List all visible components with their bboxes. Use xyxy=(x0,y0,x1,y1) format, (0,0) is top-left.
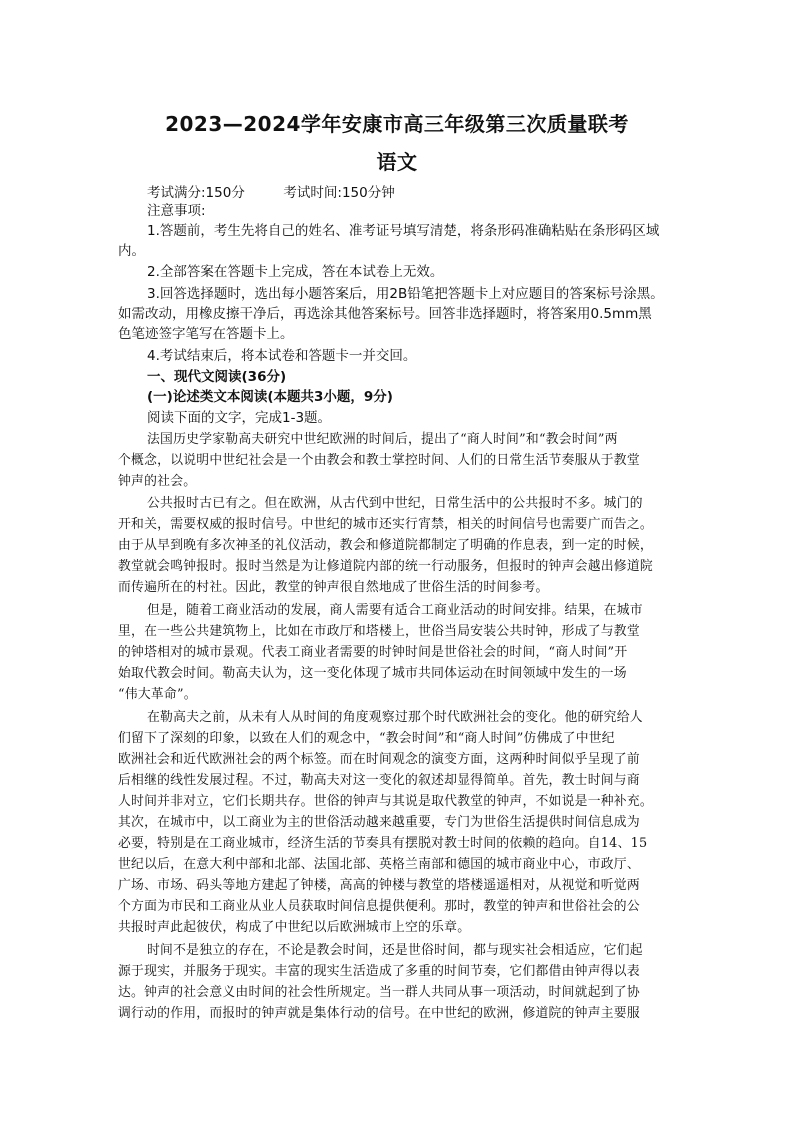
passage-line: 共报时声此起彼伏，构成了中世纪以后欧洲城市上空的乐章。 xyxy=(118,920,471,935)
full-score: 考试满分:150分 xyxy=(147,185,245,201)
passage-line: 的钟塔相对的城市景观。代表工商业者需要的时钟时间是世俗社会的时间，“商人时间”开 xyxy=(118,645,628,660)
passage-line: 后相继的线性发展过程。不过，勒高夫对这一变化的叙述却显得简单。首先，教士时间与商 xyxy=(118,773,640,788)
passage-line: 个概念，以说明中世纪社会是一个由教会和教士掌控时间、人们的日常生活节奏服从于教堂 xyxy=(118,453,640,468)
passage-line: 法国历史学家勒高夫研究中世纪欧洲的时间后，提出了“商人时间”和“教会时间”两 xyxy=(147,432,618,447)
exam-info xyxy=(147,181,395,201)
passage-line: 调行动的作用，而报时的钟声就是集体行动的信号。在中世纪的欧洲，修道院的钟声主要服 xyxy=(118,1006,640,1021)
note-line: 4.考试结束后，将本试卷和答题卡一并交回。 xyxy=(147,348,417,364)
reading-instruction: 阅读下面的文字，完成1-3题。 xyxy=(147,410,332,426)
passage-line: 钟声的社会。 xyxy=(118,474,197,489)
subject-title: 语文 xyxy=(376,150,418,174)
passage-line: 其次，在城市中，以工商业为主的世俗活动越来越重要，专门为世俗生活提供时间信息成为 xyxy=(118,815,640,830)
passage-line: 开和关，需要权威的报时信号。中世纪的城市还实行宵禁，相关的时间信号也需要广而告之。 xyxy=(118,517,653,532)
passage-line: 源于现实，并服务于现实。丰富的现实生活造成了多重的时间节奏，它们都借由钟声得以表 xyxy=(118,964,640,979)
note-line: 2.全部答案在答题卡上完成，答在本试卷上无效。 xyxy=(147,264,444,280)
passage-line: 世纪以后，在意大利中部和北部、法国北部、英格兰南部和德国的城市商业中心，市政厅、 xyxy=(118,857,640,872)
passage-line: 们留下了深刻的印象，以致在人们的观念中，“教会时间”和“商人时间”仿佛成了中世纪 xyxy=(118,731,615,746)
section-subheading: (一)论述类文本阅读(本题共3小题，9分) xyxy=(147,389,393,405)
passage-line: 欧洲社会和近代欧洲社会的两个标签。而在时间观念的演变方面，这两种时间似乎呈现了前 xyxy=(118,752,640,767)
note-line: 1.答题前，考生先将自己的姓名、准考证号填写清楚，将条形码准确粘贴在条形码区域 xyxy=(147,223,660,239)
exam-title: 2023—2024学年安康市高三年级第三次质量联考 xyxy=(165,112,629,136)
passage-line: 必要，特别是在工商业城市，经济生活的节奏具有摆脱对教士时间的依赖的趋向。自14、15 xyxy=(118,836,648,851)
passage-line: 人时间并非对立，它们长期共存。世俗的钟声与其说是取代教堂的钟声，不如说是一种补充。 xyxy=(118,794,653,809)
passage-line: “伟大革命”。 xyxy=(118,687,197,702)
note-line: 色笔迹签字笔写在答题卡上。 xyxy=(118,326,294,342)
passage-line: 时间不是独立的存在，不论是教会时间，还是世俗时间，都与现实社会相适应，它们起 xyxy=(147,943,643,958)
passage-line: 教堂就会鸣钟报时。报时当然是为让修道院内部的统一行动服务，但报时的钟声会越出修道院 xyxy=(118,559,653,574)
passage-line: 在勒高夫之前，从未有人从时间的角度观察过那个时代欧洲社会的变化。他的研究给人 xyxy=(147,710,643,725)
passage-line: 由于从早到晚有多次神圣的礼仪活动，教会和修道院都制定了明确的作息表，到一定的时候， xyxy=(118,538,653,553)
exam-time: 考试时间:150分钟 xyxy=(283,185,395,201)
note-line: 内。 xyxy=(118,243,145,259)
notes-heading: 注意事项: xyxy=(147,203,206,219)
passage-line: 达。钟声的社会意义由时间的社会性所规定。当一群人共同从事一项活动，时间就起到了协 xyxy=(118,985,640,1000)
passage-line: 始取代教会时间。勒高夫认为，这一变化体现了城市共同体运动在时间领域中发生的一场 xyxy=(118,666,627,681)
passage-line: 公共报时古已有之。但在欧洲，从古代到中世纪，日常生活中的公共报时不多。城门的 xyxy=(147,496,643,511)
passage-line: 个方面为市民和工商业从业人员获取时间信息提供便利。那时，教堂的钟声和世俗社会的公 xyxy=(118,899,640,914)
passage-line: 广场、市场、码头等地方建起了钟楼，高高的钟楼与教堂的塔楼遥遥相对，从视觉和听觉两 xyxy=(118,878,640,893)
section-heading: 一、现代文阅读(36分) xyxy=(147,369,287,385)
note-line: 3.回答选择题时，选出每小题答案后，用2B铅笔把答题卡上对应题目的答案标号涂黑。 xyxy=(147,286,664,302)
note-line: 如需改动，用橡皮擦干净后，再选涂其他答案标号。回答非选择题时，将答案用0.5mm黑 xyxy=(118,306,652,322)
passage-line: 而传遍所在的村社。因此，教堂的钟声很自然地成了世俗生活的时间参考。 xyxy=(118,580,549,595)
passage-line: 但是，随着工商业活动的发展，商人需要有适合工商业活动的时间安排。结果，在城市 xyxy=(147,603,643,618)
passage-line: 里，在一些公共建筑物上，比如在市政厅和塔楼上，世俗当局安装公共时钟，形成了与教堂 xyxy=(118,624,640,639)
